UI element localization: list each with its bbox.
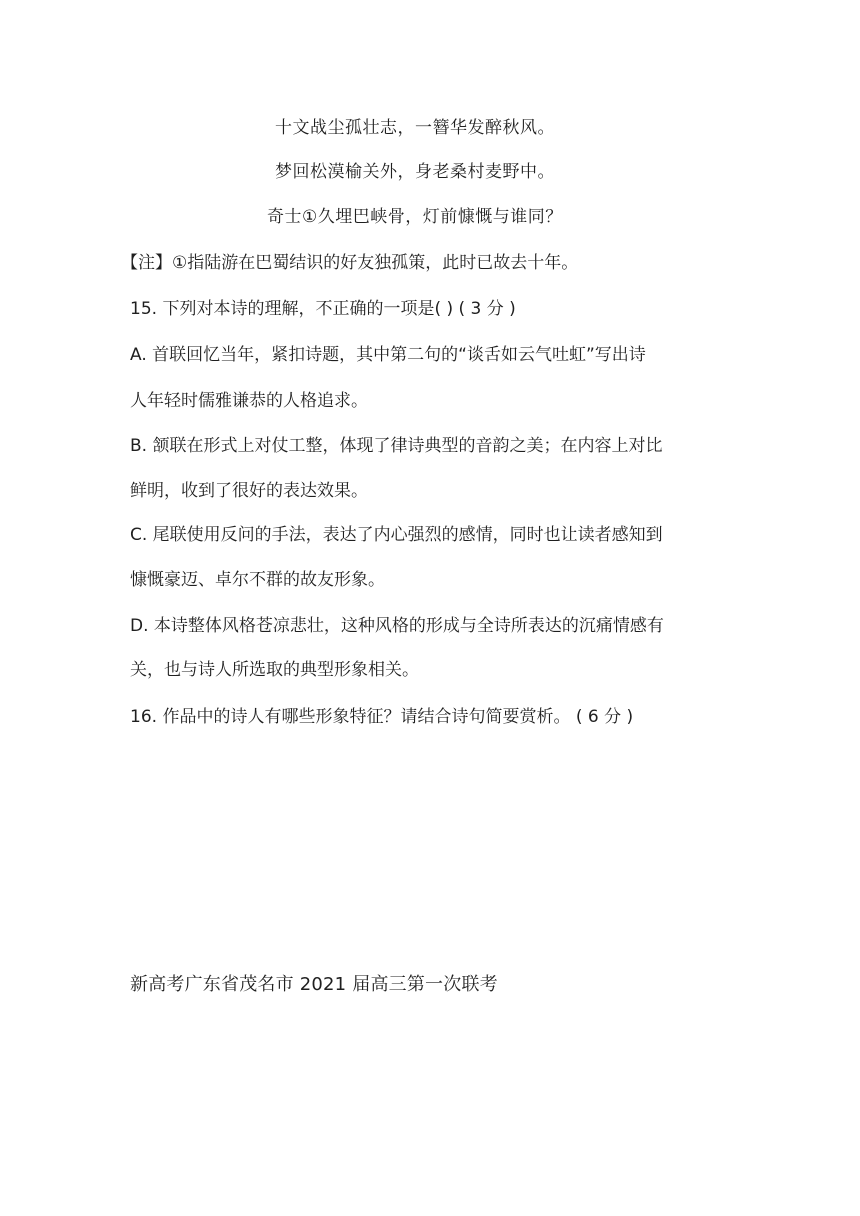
question-15-stem: 15. 下列对本诗的理解，不正确的一项是( ) ( 3 分 ) (130, 299, 516, 319)
poem-line-2: 梦回松漠榆关外，身老桑村麦野中。 (275, 162, 555, 182)
option-a-line-1: A. 首联回忆当年，紧扣诗题，其中第二句的“谈舌如云气吐虹”写出诗 (130, 345, 646, 365)
option-b-line-2: 鲜明，收到了很好的表达效果。 (130, 481, 368, 501)
option-d-line-1: D. 本诗整体风格苍凉悲壮，这种风格的形成与全诗所表达的沉痛情感有 (130, 616, 664, 636)
option-a-line-2: 人年轻时儒雅谦恭的人格追求。 (130, 391, 368, 411)
annotation-note: 【注】①指陆游在巴蜀结识的好友独孤策，此时已故去十年。 (121, 253, 579, 273)
question-16-stem: 16. 作品中的诗人有哪些形象特征？请结合诗句简要赏析。 ( 6 分 ) (130, 707, 634, 727)
poem-line-3: 奇士①久埋巴峡骨，灯前慷慨与谁同？ (267, 207, 563, 227)
option-d-line-2: 关，也与诗人所选取的典型形象相关。 (130, 660, 419, 680)
option-c-line-1: C. 尾联使用反问的手法，表达了内心强烈的感情，同时也让读者感知到 (130, 525, 663, 545)
option-b-line-1: B. 颔联在形式上对仗工整，体现了律诗典型的音韵之美；在内容上对比 (130, 436, 663, 456)
option-c-line-2: 慷慨豪迈、卓尔不群的故友形象。 (130, 570, 385, 590)
exam-title: 新高考广东省茂名市 2021 届高三第一次联考 (130, 974, 498, 995)
poem-line-1: 十文战尘孤壮志，一簪华发醉秋风。 (275, 118, 555, 138)
